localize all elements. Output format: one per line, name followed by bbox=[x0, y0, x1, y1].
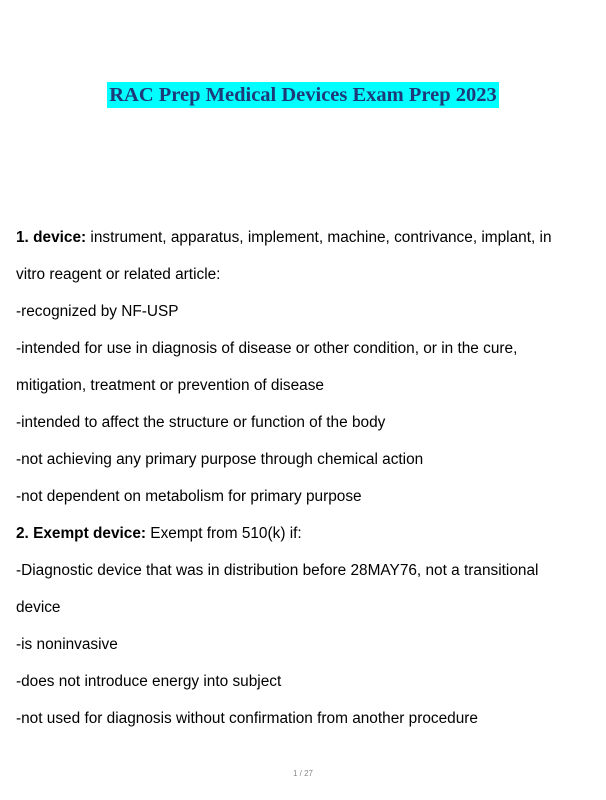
document-body bbox=[16, 219, 576, 737]
entry-2-term: 2. Exempt device: bbox=[16, 525, 147, 542]
entry-1-line-6: -intended to affect the structure or function of the body bbox=[16, 414, 386, 431]
entry-2-line-6: -not used for diagnosis without confirmation from another procedure bbox=[16, 710, 478, 727]
entry-1-line-8: -not dependent on metabolism for primary purpose bbox=[16, 488, 362, 505]
entry-1-line-1 bbox=[16, 219, 576, 256]
title-block bbox=[0, 82, 606, 108]
entry-1-line-2: vitro reagent or related article: bbox=[16, 266, 221, 283]
entry-1-line-5: mitigation, treatment or prevention of disease bbox=[16, 377, 324, 394]
entry-1-term: 1. device: bbox=[16, 229, 87, 246]
page-title: RAC Prep Medical Devices Exam Prep 2023 bbox=[109, 84, 497, 106]
entry-1-line-7: -not achieving any primary purpose through chemical action bbox=[16, 451, 424, 468]
entry-2-line-3: device bbox=[16, 599, 61, 616]
entry-2-line-2: -Diagnostic device that was in distribution before 28MAY76, not a transitional bbox=[16, 562, 539, 579]
entry-2-line-4: -is noninvasive bbox=[16, 636, 118, 653]
page-number-indicator: 1 / 27 bbox=[292, 769, 313, 778]
entry-2-line-5: -does not introduce energy into subject bbox=[16, 673, 282, 690]
entry-1-line-3: -recognized by NF-USP bbox=[16, 303, 179, 320]
entry-2-definition: Exempt from 510(k) if: bbox=[146, 525, 302, 542]
entry-2-line-1 bbox=[16, 515, 576, 552]
entry-1-line-4: -intended for use in diagnosis of disease or other condition, or in the cure, bbox=[16, 340, 518, 357]
entry-1-definition: instrument, apparatus, implement, machine, contrivance, implant, in bbox=[86, 229, 552, 246]
